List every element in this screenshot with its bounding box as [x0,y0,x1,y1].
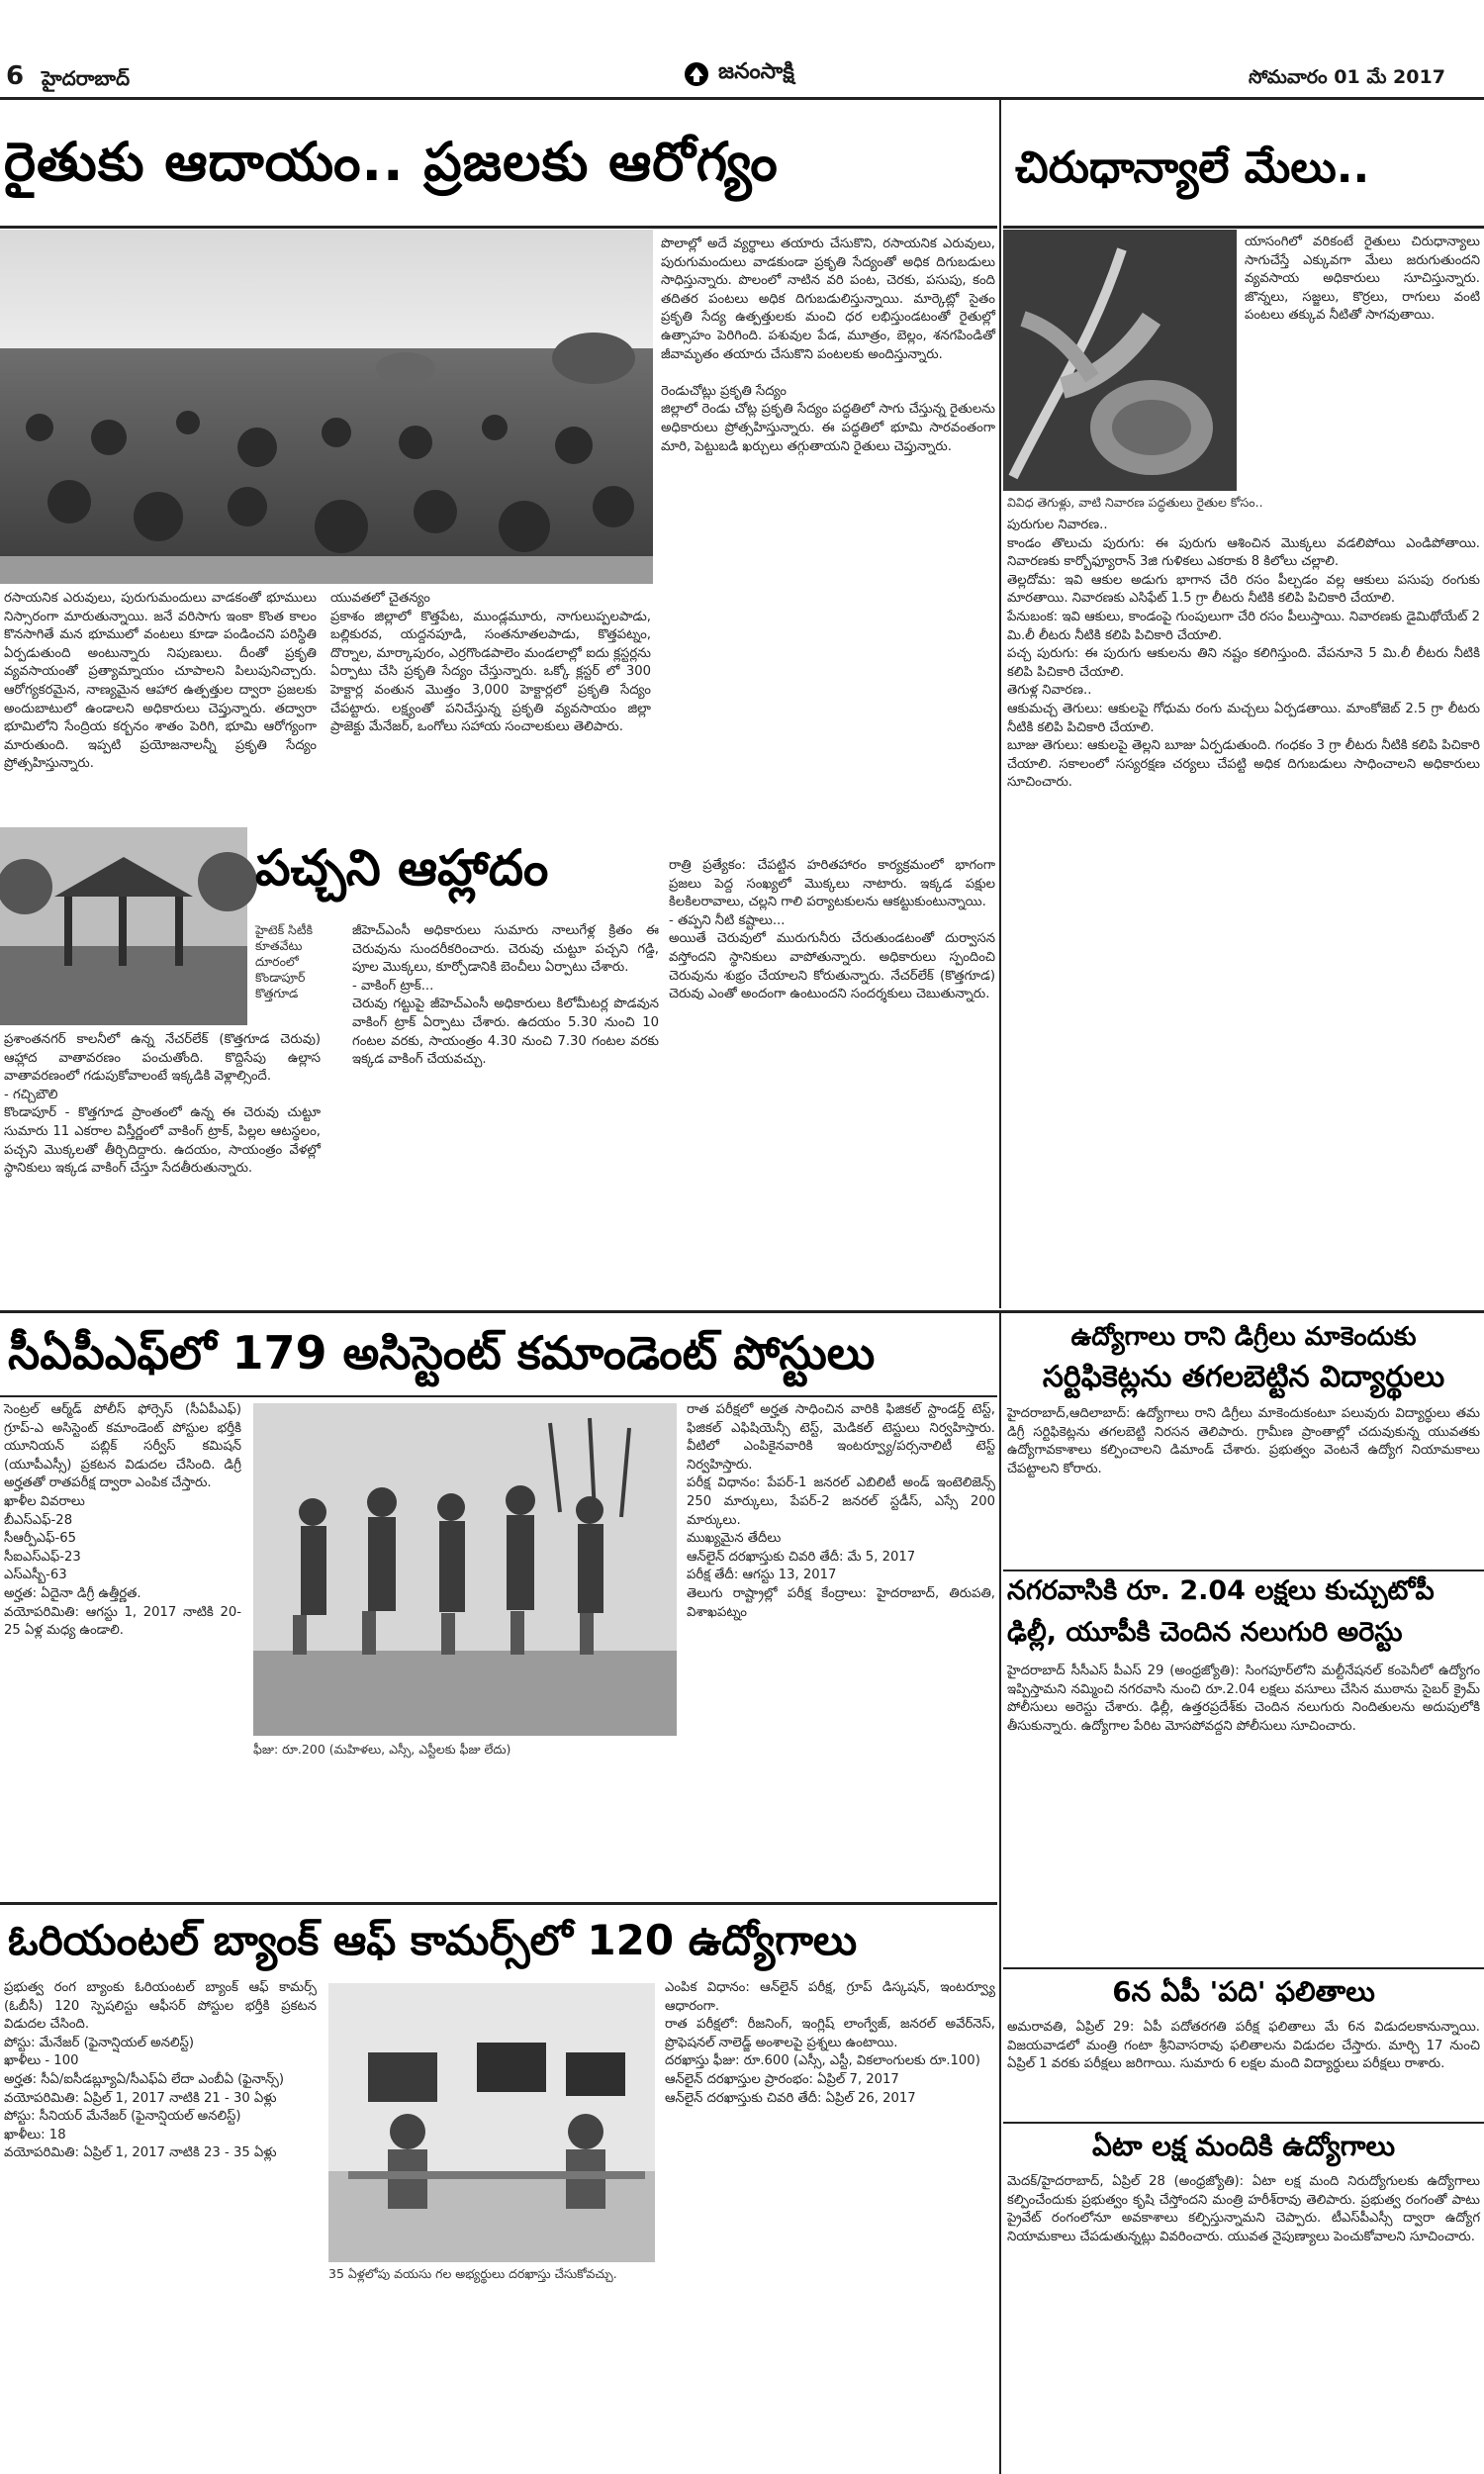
section-divider-crpf [0,1310,1484,1313]
green-column-3: రాత్రి ప్రత్యేకం: చేపట్టిన హరితహారం కార్యక్రమంలో భాగంగా ప్రజలు పెద్ద సంఖ్యలో మొక్కలు నాటారు. ఇక్కడ పక్షుల కిలకిలరావాలు, చల్లని గాలి పర్యాటకులను ఆకట్టుకుంటున్నాయి. - తప్పని నీటి కష్టాలు... అయితే చెరువులో మురుగునీరు చేరుతుండటంతో దుర్వాసన వస్తోందని స్థానికులు వాపోతున్నారు. అధికారులు స్పందించి చెరువును శుభ్రం చేయాలని కోరుతున్నారు. నేచర్‌లేక్ (కొత్తగూడ) చెరువు ఎంతో అందంగా ఉంటుందని సందర్శకులు చెబుతున్నారు. [669,858,995,1002]
masthead-logo [683,59,794,89]
right-col-rule-lower [999,1312,1001,2474]
jobs-headline: ఏటా లక్ష మందికి ఉద్యోగాలు [1091,2130,1396,2162]
lead-column-2: యువతలో చైతన్యం ప్రకాశం జిల్లాలో కొత్తపేట, ముండ్లమూరు, నాగులుప్పలపాడు, బల్లికురవ, యద్దనపూడి, సంతనూతలపాడు, కొత్తపట్నం, దొర్నాల, మార్కాపురం, ఎర్రగొండపాలెం మండలాల్లో ఐదు క్లస్టర్లను ఏర్పాటు చేసి ప్రకృతి సేద్యం చేస్తున్నారు. ఒక్కో క్లస్టర్ లో 300 హెక్టార్ల వంతున మొత్తం 3,000 హెక్టార్లలో ప్రకృతి సేద్యం చేపట్టారు. లక్ష్యంతో పనిచేస్తున్న ప్రకృతి వ్యవసాయం జిల్లా ప్రాజెక్టు మేనేజర్, ఒంగోలు సహాయ సంచాలకులు తెలిపారు. [330,591,651,735]
millet-underline [1003,226,1484,229]
obc-column-2: ఎంపిక విధానం: ఆన్‌లైన్ పరీక్ష, గ్రూప్ డిస్కషన్, ఇంటర్వ్యూ ఆధారంగా. రాత పరీక్షలో: రీజనింగ్, ఇంగ్లిష్ లాంగ్వేజ్, జనరల్ అవేర్‌నెస్, ప్రొఫెషనల్ నాలెడ్జ్ అంశాలపై ప్రశ్నలు ఉంటాయి. దరఖాస్తు ఫీజు: రూ.600 (ఎస్సీ, ఎస్టీ, వికలాంగులకు రూ.100) ఆన్‌లైన్ దరఖాస్తుల ప్రారంభం: ఏప్రిల్ 7, 2017 ఆన్‌లైన్ దరఖాస్తుకు చివరి తేదీ: ఏప్రిల్ 26, 2017 [665,1980,995,2106]
crpf-caption: ఫీజు: రూ.200 (మహిళలు, ఎస్సీ, ఎస్టీలకు ఫీజు లేదు) [253,1742,511,1757]
page-number: 6 [6,61,25,91]
bank-office-photo [328,1983,655,2262]
header-rule [0,97,1484,100]
green-column-1: ప్రశాంతనగర్ కాలనీలో ఉన్న నేచర్‌లేక్ (కొత్తగూడ చెరువు) ఆహ్లాద వాతావరణం పంచుతోంది. కొద్దిసేపు ఉల్లాస వాతావరణంలో గడుపుకోవాలంటే ఇక్కడికి వెళ్లాల్సిందే. - గచ్చిబౌలి కొండాపూర్ - కొత్తగూడ ప్రాంతంలో ఉన్న ఈ చెరువు చుట్టూ సుమారు 11 ఎకరాల విస్తీర్ణంలో వాకింగ్ ట్రాక్, పిల్లల ఆటస్థలం, పచ్చని మొక్కలతో తీర్చిదిద్దారు. ఉదయం, సాయంత్రం వేళల్లో స్థానికులు ఇక్కడ వాకింగ్ చేస్తూ సేదతీరుతున్నారు. [4,1032,322,1177]
ssc-body: అమరావతి, ఏప్రిల్ 29: ఏపీ పదోతరగతి పరీక్ష ఫలితాలు మే 6న విడుదలకానున్నాయి. విజయవాడలో మంత్రి గంటా శ్రీనివాసరావు ఫలితాలను విడుదల చేస్తారు. మార్చి 17 నుంచి ఏప్రిల్ 1 వరకు పరీక్షలు జరిగాయి. సుమారు 6 లక్షల మంది విద్యార్థులు పరీక్షలు రాశారు. [1007,2020,1484,2072]
millet-left-rule [999,99,1001,1308]
farm-field-photo [0,230,653,584]
jobs-body: మెదక్/హైదరాబాద్, ఏప్రిల్ 28 (అంధ్రజ్యోతి): ఏటా లక్ష మంది నిరుద్యోగులకు ఉద్యోగాలు కల్పించేందుకు ప్రభుత్వం కృషి చేస్తోందని మంత్రి హరీశ్‌రావు తెలిపారు. ప్రభుత్వ రంగంతో పాటు ప్రైవేట్ రంగంలోనూ అవకాశాలు కల్పిస్తున్నామని చెప్పారు. టీఎస్‌పీఎస్సీ ద్వారా ఉద్యోగ నియామకాలు చేపడుతున్నట్లు వివరించారు. యువత నైపుణ్యాలు పెంచుకోవాలని సూచించారు. [1007,2174,1484,2244]
millet-intro: యాసంగిలో వరికంటే రైతులు చిరుధాన్యాలు సాగుచేస్తే ఎక్కువగా మేలు జరుగుతుందని వ్యవసాయ అధికారులు సూచిస్తున్నారు. జొన్నలు, సజ్జలు, కొర్రలు, రాగులు వంటి పంటలు తక్కువ నీటితో సాగవుతాయి. [1245,235,1484,324]
green-caption: హైటెక్ సిటీకి కూతవేటు దూరంలో కొండాపూర్ కొత్తగూడ [255,922,314,1000]
masthead-emblem-icon [683,60,710,88]
crpf-column-1: సెంట్రల్ ఆర్మ్‌డ్ పోలీస్ ఫోర్సెస్ (సీఏపీఎఫ్) గ్రూప్-ఎ అసిస్టెంట్ కమాండెంట్ పోస్టుల భర్తీకి యూనియన్ పబ్లిక్ సర్వీస్ కమిషన్ (యూపీఎస్సీ) ప్రకటన విడుదల చేసింది. డిగ్రీ అర్హతతో రాతపరీక్ష ద్వారా ఎంపిక చేస్తారు. ఖాళీల వివరాలు బీఎస్ఎఫ్-28 సీఆర్పీఎఫ్-65 సీఐఎస్ఎఫ్-23 ఎస్ఎస్బీ-63 అర్హత: ఏదైనా డిగ్రీ ఉత్తీర్ణత. వయోపరిమితి: ఆగస్టు 1, 2017 నాటికి 20-25 ఏళ్ల మధ్య ఉండాలి. [4,1402,241,1639]
gazebo-photo [0,827,247,1025]
arrest-headline-1: నగరవాసికి రూ. 2.04 లక్షలు కుచ్చుటోపీ [1007,1575,1435,1606]
crpf-underline [0,1395,997,1397]
degrees-headline-1: ఉద్యోగాలు రాని డిగ్రీలు మాకెందుకు [1070,1322,1417,1352]
masthead-title: జనంసాక్షి [718,59,794,84]
ssc-top-rule [1003,1967,1484,1969]
section-divider-obc [0,1902,997,1905]
arrest-headline-2: ఢిల్లీ, యూపీకి చెందిన నలుగురి అరెస్టు [1007,1617,1403,1648]
header-date: సోమవారం 01 మే 2017 [1249,66,1445,88]
header-city: హైదరాబాద్ [42,66,131,90]
obc-caption: 35 ఏళ్లలోపు వయసు గల అభ్యర్థులు దరఖాస్తు చేసుకోవచ్చు. [328,2266,617,2281]
arrest-body: హైదరాబాద్ సీసీఎస్ పీఎస్ 29 (అంధ్రజ్యోతి): సింగపూర్‌లోని మల్టీనేషనల్ కంపెనీలో ఉద్యోగం ఇప్పిస్తామని నమ్మించి నగరవాసి నుంచి రూ.2.04 లక్షలు వసూలు చేసిన ముఠాను సైబర్ క్రైమ్ పోలీసులు అరెస్టు చేశారు. ఢిల్లీ, ఉత్తరప్రదేశ్‌కు చెందిన నలుగురు నిందితులను అదుపులోకి తీసుకున్నారు. ఉద్యోగాల పేరిట మోసపోవద్దని పోలీసులు సూచించారు. [1007,1664,1484,1734]
degrees-headline-2: సర్టిఫికెట్లను తగలబెట్టిన విద్యార్థులు [1042,1360,1445,1394]
millet-body: పురుగుల నివారణ.. కాండం తొలుచు పురుగు: ఈ పురుగు ఆశించిన మొక్కలు వడలిపోయి ఎండిపోతాయి. నివారణకు కార్బోఫ్యూరాన్ 3జి గుళికలు ఎకరాకు 8 కిలోలు చల్లాలి. తెల్లదోమ: ఇవి ఆకుల అడుగు భాగాన చేరి రసం పీల్చడం వల్ల ఆకులు పసుపు రంగుకు మారతాయి. నివారణకు ఎసిఫేట్ 1.5 గ్రా లీటరు నీటికి కలిపి పిచికారి చేయాలి. పేనుబంక: ఇవి ఆకులు, కాండంపై గుంపులుగా చేరి రసం పీలుస్తాయి. నివారణకు డైమిథోయేట్ 2 మి.లీ లీటరు నీటికి కలిపి పిచికారి చేయాలి. పచ్చ పురుగు: ఈ పురుగు ఆకులను తిని నష్టం కలిగిస్తుంది. వేపనూనె 5 మి.లీ లీటరు నీటికి కలిపి పిచికారి చేయాలి. తెగుళ్ల నివారణ.. ఆకుమచ్చ తెగులు: ఆకులపై గోధుమ రంగు మచ్చలు ఏర్పడతాయి. మాంకోజెబ్ 2.5 గ్రా లీటరు నీటికి కలిపి పిచికారి చేయాలి. బూజు తెగులు: ఆకులపై తెల్లని బూజు ఏర్పడుతుంది. గంధకం 3 గ్రా లీటరు నీటికి కలిపి పిచికారి చేయాలి. సకాలంలో సస్యరక్షణ చర్యలు చేపట్టి అధిక దిగుబడులు సాధించాలని అధికారులు సూచించారు. [1007,518,1480,791]
lead-headline: రైతుకు ఆదాయం.. ప్రజలకు ఆరోగ్యం [4,131,779,193]
green-column-2: జీహెచ్ఎంసీ అధికారులు సుమారు నాలుగేళ్ల క్రితం ఈ చెరువును సుందరీకరించారు. చెరువు చుట్టూ పచ్చని గడ్డి, పూల మొక్కలు, కూర్చోడానికి బెంచీలు ఏర్పాటు చేశారు. - వాకింగ్ ట్రాక్... చెరువు గట్టుపై జీహెచ్ఎంసీ అధికారులు కిలోమీటర్ల పొడవున వాకింగ్ ట్రాక్ ఏర్పాటు చేశారు. ఉదయం 5.30 నుంచి 10 గంటల వరకు, సాయంత్రం 4.30 నుంచి 7.30 గంటల వరకు ఇక్కడ వాకింగ్ చేయవచ్చు. [352,923,659,1068]
lead-underline [0,226,997,229]
degrees-body: హైదరాబాద్,ఆదిలాబాద్: ఉద్యోగాలు రాని డిగ్రీలు మాకెందుకంటూ పలువురు విద్యార్థులు తమ డిగ్రీ సర్టిఫికెట్లను తగలబెట్టి నిరసన తెలిపారు. గ్రామీణ ప్రాంతాల్లో చదువుకున్న యువతకు ఉద్యోగావకాశాలు కల్పించాలని డిమాండ్ చేశారు. ప్రభుత్వం వెంటనే ఉద్యోగ నియామకాలు చేపట్టాలని కోరారు. [1007,1406,1484,1476]
obc-column-1: ప్రభుత్వ రంగ బ్యాంకు ఓరియంటల్ బ్యాంక్ ఆఫ్ కామర్స్ (ఓబీసీ) 120 స్పెషలిస్టు ఆఫీసర్ పోస్టుల భర్తీకి ప్రకటన విడుదల చేసింది. పోస్టు: మేనేజర్ (ఫైనాన్షియల్ అనలిస్ట్) ఖాళీలు - 100 అర్హత: సీఏ/ఐసీడబ్ల్యూఏ/సీఎఫ్ఏ లేదా ఎంబీఏ (ఫైనాన్స్) వయోపరిమితి: ఏప్రిల్ 1, 2017 నాటికి 21 - 30 ఏళ్లు పోస్టు: సీనియర్ మేనేజర్ (ఫైనాన్షియల్ అనలిస్ట్) ఖాళీలు: 18 వయోపరిమితి: ఏప్రిల్ 1, 2017 నాటికి 23 - 35 ఏళ్లు [4,1980,317,2161]
green-headline: పచ్చని ఆహ్లాదం [255,839,549,897]
millet-headline: చిరుధాన్యాలే మేలు.. [1015,143,1370,193]
jobs-top-rule [1003,2122,1484,2124]
lead-column-1: రసాయనిక ఎరువులు, పురుగుమందులు వాడకంతో భూములు నిస్సారంగా మారుతున్నాయి. జనే వరిసాగు ఇంకా కొంత కాలం కొనసాగితే మన భూములో వంటలు కూడా పండించని పరిస్థితి ఏర్పడుతుంది అంటున్నారు నిపుణులు. దీంతో ప్రకృతి వ్యవసాయంతో ప్రత్యామ్నాయం చూపాలని పిలుపునిచ్చారు. ఆరోగ్యకరమైన, నాణ్యమైన ఆహార ఉత్పత్తుల ద్వారా ప్రజలకు అందుబాటులో ఉండాలని అధికారులు చెప్తున్నారు. తద్వారా భూమిలోని సేంద్రియ కర్బనం శాతం పెరిగి, భూమి ఆరోగ్యంగా మారుతుంది. ఇప్పటి ప్రయోజనాలన్నీ ప్రకృతి సేద్యం ప్రోత్సహిస్తున్నారు. [4,591,322,772]
millet-caption: వివిధ తెగుళ్లు, వాటి నివారణ పద్ధతులు రైతుల కోసం.. [1007,495,1263,510]
parade-photo [253,1403,677,1736]
crpf-column-2: రాత పరీక్షలో అర్హత సాధించిన వారికి ఫిజికల్ స్టాండర్డ్ టెస్ట్, ఫిజికల్ ఎఫిషియెన్సీ టెస్ట్, మెడికల్ టెస్టులు నిర్వహిస్తారు. వీటిలో ఎంపికైనవారికి ఇంటర్వ్యూ/పర్సనాలిటీ టెస్ట్ నిర్వహిస్తారు. పరీక్ష విధానం: పేపర్-1 జనరల్ ఎబిలిటీ అండ్ ఇంటెలిజెన్స్ 250 మార్కులు, పేపర్-2 జనరల్ స్టడీస్, ఎస్సే 200 మార్కులు. ముఖ్యమైన తేదీలు ఆన్‌లైన్ దరఖాస్తుకు చివరి తేదీ: మే 5, 2017 పరీక్ష తేదీ: ఆగస్టు 13, 2017 తెలుగు రాష్ట్రాల్లో పరీక్ష కేంద్రాలు: హైదరాబాద్, తిరుపతి, విశాఖపట్నం [687,1402,995,1620]
arrest-top-rule [1003,1570,1484,1571]
millet-pest-photo [1003,230,1237,491]
lead-column-3: పొలాల్లో అదే వ్యర్థాలు తయారు చేసుకొని, రసాయనిక ఎరువులు, పురుగుమందులు వాడకుండా ప్రకృతి సేద్యంతో అధిక దిగుబడులు సాధిస్తున్నారు. పొలంలో నాటిన వరి పంట, చెరకు, పసుపు, కంది తదితర పంటలు అధిక దిగుబడులిస్తున్నాయి. మార్కెట్లో సైతం ప్రకృతి సేద్య ఉత్పత్తులకు మంచి ధర లభిస్తుండటంతో రైతుల్లో ఉత్సాహం పెరిగింది. పశువుల పేడ, మూత్రం, బెల్లం, శనగపిండితో జీవామృతం తయారు చేసుకొని పంటలకు అందిస్తున్నారు. రెండుచోట్లు ప్రకృతి సేద్యం జిల్లాలో రెండు చోట్ల ప్రకృతి సేద్యం పద్ధతిలో సాగు చేస్తున్న రైతులను అధికారులు ప్రోత్సహిస్తున్నారు. ఈ పద్ధతిలో భూమి సారవంతంగా మారి, పెట్టుబడి ఖర్చులు తగ్గుతాయని రైతులు చెప్తున్నారు. [661,237,995,454]
obc-headline: ఓరియంటల్ బ్యాంక్ ఆఫ్ కామర్స్‌లో 120 ఉద్యోగాలు [8,1916,858,1964]
crpf-headline: సీఏపీఎఫ్‌లో 179 అసిస్టెంట్ కమాండెంట్ పోస్టులు [8,1326,876,1380]
ssc-headline: 6న ఏపీ 'పది' ఫలితాలు [1112,1975,1375,2008]
